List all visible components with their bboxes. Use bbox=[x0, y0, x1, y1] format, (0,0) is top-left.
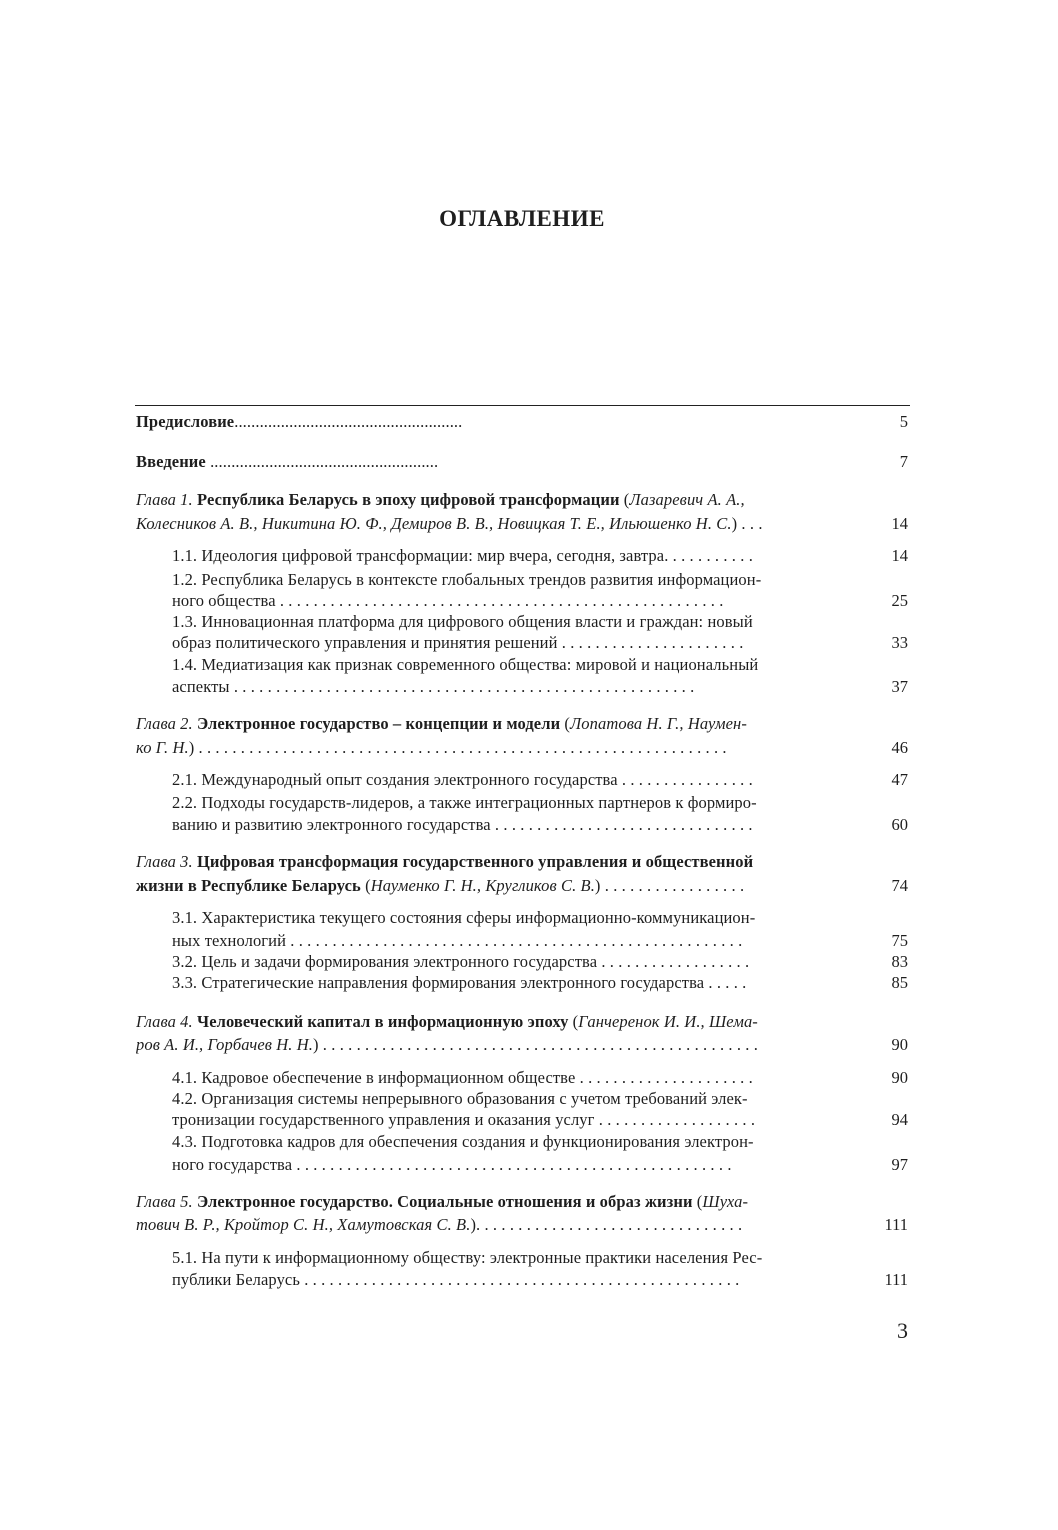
toc-text-segment: ...................................................... bbox=[205, 452, 439, 471]
toc-line bbox=[172, 952, 749, 972]
toc-line bbox=[136, 452, 438, 472]
toc-text-segment: тович В. Р., Кройтор С. Н., Хамутовская С. В. bbox=[136, 1215, 471, 1234]
toc-page-number: 60 bbox=[891, 815, 908, 834]
toc-text-segment: Предисловие bbox=[136, 412, 235, 431]
toc-text-segment: ко Г. Н. bbox=[136, 738, 189, 757]
section-divider bbox=[135, 440, 910, 441]
toc-page-number: 33 bbox=[891, 633, 908, 652]
toc-text-segment: 3.2. Цель и задачи формирования электронного государства . . . . . . . . . . . . . . . . . . bbox=[172, 952, 750, 971]
toc-text-segment: ( bbox=[360, 876, 371, 895]
toc-text-segment: Лопатова Н. Г., Наумен- bbox=[570, 714, 747, 733]
toc-line bbox=[172, 793, 757, 813]
toc-text-segment: образ политического управления и принятия решений . . . . . . . . . . . . . . . . . . . . . . bbox=[172, 633, 744, 652]
section-divider bbox=[135, 480, 910, 481]
section-divider bbox=[135, 1180, 910, 1181]
toc-line bbox=[172, 1110, 755, 1130]
toc-text-segment: Человеческий капитал в информационную эпоху bbox=[196, 1012, 569, 1031]
toc-text-segment: Лазаревич А. А., bbox=[629, 490, 745, 509]
toc-text-segment: 1.2. Республика Беларусь в контексте глобальных трендов развития информацион- bbox=[172, 570, 762, 589]
toc-line bbox=[136, 1192, 748, 1212]
toc-line bbox=[136, 738, 727, 758]
toc-text-segment: Науменко Г. Н., Кругликов С. В. bbox=[370, 876, 595, 895]
toc-text-segment: 2.2. Подходы государств-лидеров, а также интеграционных партнеров к формиро- bbox=[172, 793, 757, 812]
toc-text-segment: ного общества . . . . . . . . . . . . . . . . . . . . . . . . . . . . . . . . . . . . . . . . . . . . . . . . . . . . . bbox=[172, 591, 724, 610]
toc-text-segment: Глава 1. bbox=[136, 490, 197, 509]
section-divider bbox=[135, 896, 910, 897]
toc-page-number: 5 bbox=[899, 412, 908, 431]
toc-line bbox=[172, 1089, 748, 1109]
toc-line bbox=[172, 1248, 762, 1268]
toc-text-segment: ...................................................... bbox=[234, 412, 463, 431]
toc-line bbox=[136, 1012, 758, 1032]
toc-line bbox=[172, 973, 746, 993]
toc-text-segment: ) . . . . . . . . . . . . . . . . . . . . . . . . . . . . . . . . . . . . . . . . . . . . . . . . . . . . . . . . . . . . . . . bbox=[188, 738, 727, 757]
toc-text-segment: 1.4. Медиатизация как признак современного общества: мировой и национальный bbox=[172, 655, 759, 674]
section-divider bbox=[135, 1236, 910, 1237]
toc-line bbox=[172, 1270, 739, 1290]
page-title: ОГЛАВЛЕНИЕ bbox=[439, 206, 605, 231]
toc-line bbox=[172, 908, 755, 928]
toc-text-segment: ) . . . bbox=[731, 514, 763, 533]
toc-text-segment: Цифровая трансформация государственного управления и общественной bbox=[196, 852, 754, 871]
toc-line bbox=[172, 591, 723, 611]
toc-text-segment: ( bbox=[692, 1192, 703, 1211]
toc-page-number: 14 bbox=[891, 514, 908, 533]
toc-line bbox=[172, 570, 761, 590]
toc-page-number: 90 bbox=[891, 1035, 908, 1054]
toc-line bbox=[136, 1035, 758, 1055]
toc-page-number: 74 bbox=[891, 876, 908, 895]
toc-page-number: 46 bbox=[891, 738, 908, 757]
toc-text-segment: Электронное государство. Социальные отношения и образ жизни bbox=[196, 1192, 693, 1211]
toc-line bbox=[136, 490, 745, 510]
toc-line bbox=[172, 655, 758, 675]
toc-text-segment: публики Беларусь . . . . . . . . . . . . . . . . . . . . . . . . . . . . . . . . . . . . . . . . . . . . . . . . . . . . bbox=[172, 1270, 740, 1289]
toc-line bbox=[136, 852, 753, 872]
toc-text-segment: ванию и развитию электронного государства . . . . . . . . . . . . . . . . . . . . . . . . . . . . . . . bbox=[172, 815, 753, 834]
toc-line bbox=[172, 633, 743, 653]
toc-text-segment: ров А. И., Горбачев Н. Н. bbox=[136, 1035, 313, 1054]
toc-page-number: 85 bbox=[891, 973, 908, 992]
toc-top-rule bbox=[135, 405, 910, 406]
toc-text-segment: ( bbox=[568, 1012, 579, 1031]
toc-line bbox=[136, 876, 744, 896]
toc-line bbox=[136, 1215, 742, 1235]
toc-text-segment: Глава 2. bbox=[136, 714, 197, 733]
toc-text-segment: Республика Беларусь в эпоху цифровой трансформации bbox=[196, 490, 620, 509]
toc-text-segment: 5.1. На пути к информационному обществу: электронные практики населения Рес- bbox=[172, 1248, 763, 1267]
toc-page-number: 94 bbox=[891, 1110, 908, 1129]
section-divider bbox=[135, 702, 910, 703]
section-divider bbox=[135, 1056, 910, 1057]
toc-page-number: 47 bbox=[891, 770, 908, 789]
toc-text-segment: тронизации государственного управления и оказания услуг . . . . . . . . . . . . . . . . . . . bbox=[172, 1110, 756, 1129]
toc-text-segment: 3.1. Характеристика текущего состояния сферы информационно-коммуникацион- bbox=[172, 908, 756, 927]
toc-text-segment: 2.1. Международный опыт создания электронного государства . . . . . . . . . . . . . . . . bbox=[172, 770, 753, 789]
toc-line bbox=[172, 1068, 753, 1088]
toc-page-number: 97 bbox=[891, 1155, 908, 1174]
toc-text-segment: аспекты . . . . . . . . . . . . . . . . . . . . . . . . . . . . . . . . . . . . . . . . . . . . . . . . . . . . . . . bbox=[172, 677, 695, 696]
toc-text-segment: Глава 5. bbox=[136, 1192, 197, 1211]
toc-line bbox=[172, 815, 753, 835]
toc-text-segment: 1.1. Идеология цифровой трансформации: мир вчера, сегодня, завтра. . . . . . . . . . . bbox=[172, 546, 753, 565]
toc-text-segment: ного государства . . . . . . . . . . . . . . . . . . . . . . . . . . . . . . . . . . . . . . . . . . . . . . . . . . . . bbox=[172, 1155, 732, 1174]
toc-line bbox=[172, 677, 694, 697]
toc-text-segment: ). . . . . . . . . . . . . . . . . . . . . . . . . . . . . . . . bbox=[470, 1215, 743, 1234]
page-number: 3 bbox=[897, 1318, 908, 1343]
toc-text-segment: 4.3. Подготовка кадров для обеспечения создания и функционирования электрон- bbox=[172, 1132, 754, 1151]
toc-text-segment: ных технологий . . . . . . . . . . . . . . . . . . . . . . . . . . . . . . . . . . . . . . . . . . . . . . . . . . . . . . bbox=[172, 931, 743, 950]
toc-line bbox=[172, 1132, 754, 1152]
toc-page-number: 75 bbox=[891, 931, 908, 950]
section-divider bbox=[135, 840, 910, 841]
toc-line bbox=[136, 514, 763, 534]
toc-text-segment: ( bbox=[560, 714, 571, 733]
toc-text-segment: Шуха- bbox=[702, 1192, 749, 1211]
toc-line bbox=[172, 931, 742, 951]
toc-text-segment: 1.3. Инновационная платформа для цифрового общения власти и граждан: новый bbox=[172, 612, 753, 631]
toc-text-segment: Электронное государство – концепции и модели bbox=[196, 714, 561, 733]
toc-page-number: 111 bbox=[884, 1215, 908, 1234]
toc-text-segment: Колесников А. В., Никитина Ю. Ф., Демиров В. В., Новицкая Т. Е., Ильюшенко Н. С. bbox=[136, 514, 732, 533]
toc-text-segment: ) . . . . . . . . . . . . . . . . . . . . . . . . . . . . . . . . . . . . . . . . . . . . . . . . . . . . bbox=[312, 1035, 758, 1054]
toc-text-segment: 3.3. Стратегические направления формирования электронного государства . . . . . bbox=[172, 973, 747, 992]
toc-text-segment: жизни в Республике Беларусь bbox=[136, 876, 361, 895]
toc-text-segment: ) . . . . . . . . . . . . . . . . . bbox=[594, 876, 745, 895]
toc-line bbox=[172, 546, 753, 566]
toc-page-number: 90 bbox=[891, 1068, 908, 1087]
toc-text-segment: Ганчеренок И. И., Шема- bbox=[578, 1012, 758, 1031]
toc-line bbox=[172, 612, 753, 632]
toc-page-number: 14 bbox=[891, 546, 908, 565]
section-divider bbox=[135, 758, 910, 759]
section-divider bbox=[135, 1000, 910, 1001]
toc-page-number: 7 bbox=[899, 452, 908, 471]
toc-text-segment: 4.1. Кадровое обеспечение в информационном обществе . . . . . . . . . . . . . . . . . . . . . bbox=[172, 1068, 753, 1087]
toc-page-number: 111 bbox=[884, 1270, 908, 1289]
toc-page-number: 37 bbox=[891, 677, 908, 696]
toc-page-number: 83 bbox=[891, 952, 908, 971]
toc-line bbox=[172, 770, 753, 790]
toc-page-number: 25 bbox=[891, 591, 908, 610]
toc-text-segment: Глава 4. bbox=[136, 1012, 197, 1031]
toc-text-segment: Глава 3. bbox=[136, 852, 197, 871]
toc-line bbox=[172, 1155, 732, 1175]
toc-line bbox=[136, 412, 462, 432]
toc-text-segment: ( bbox=[619, 490, 630, 509]
toc-text-segment: Введение bbox=[136, 452, 206, 471]
toc-line bbox=[136, 714, 747, 734]
toc-text-segment: 4.2. Организация системы непрерывного образования с учетом требований элек- bbox=[172, 1089, 748, 1108]
